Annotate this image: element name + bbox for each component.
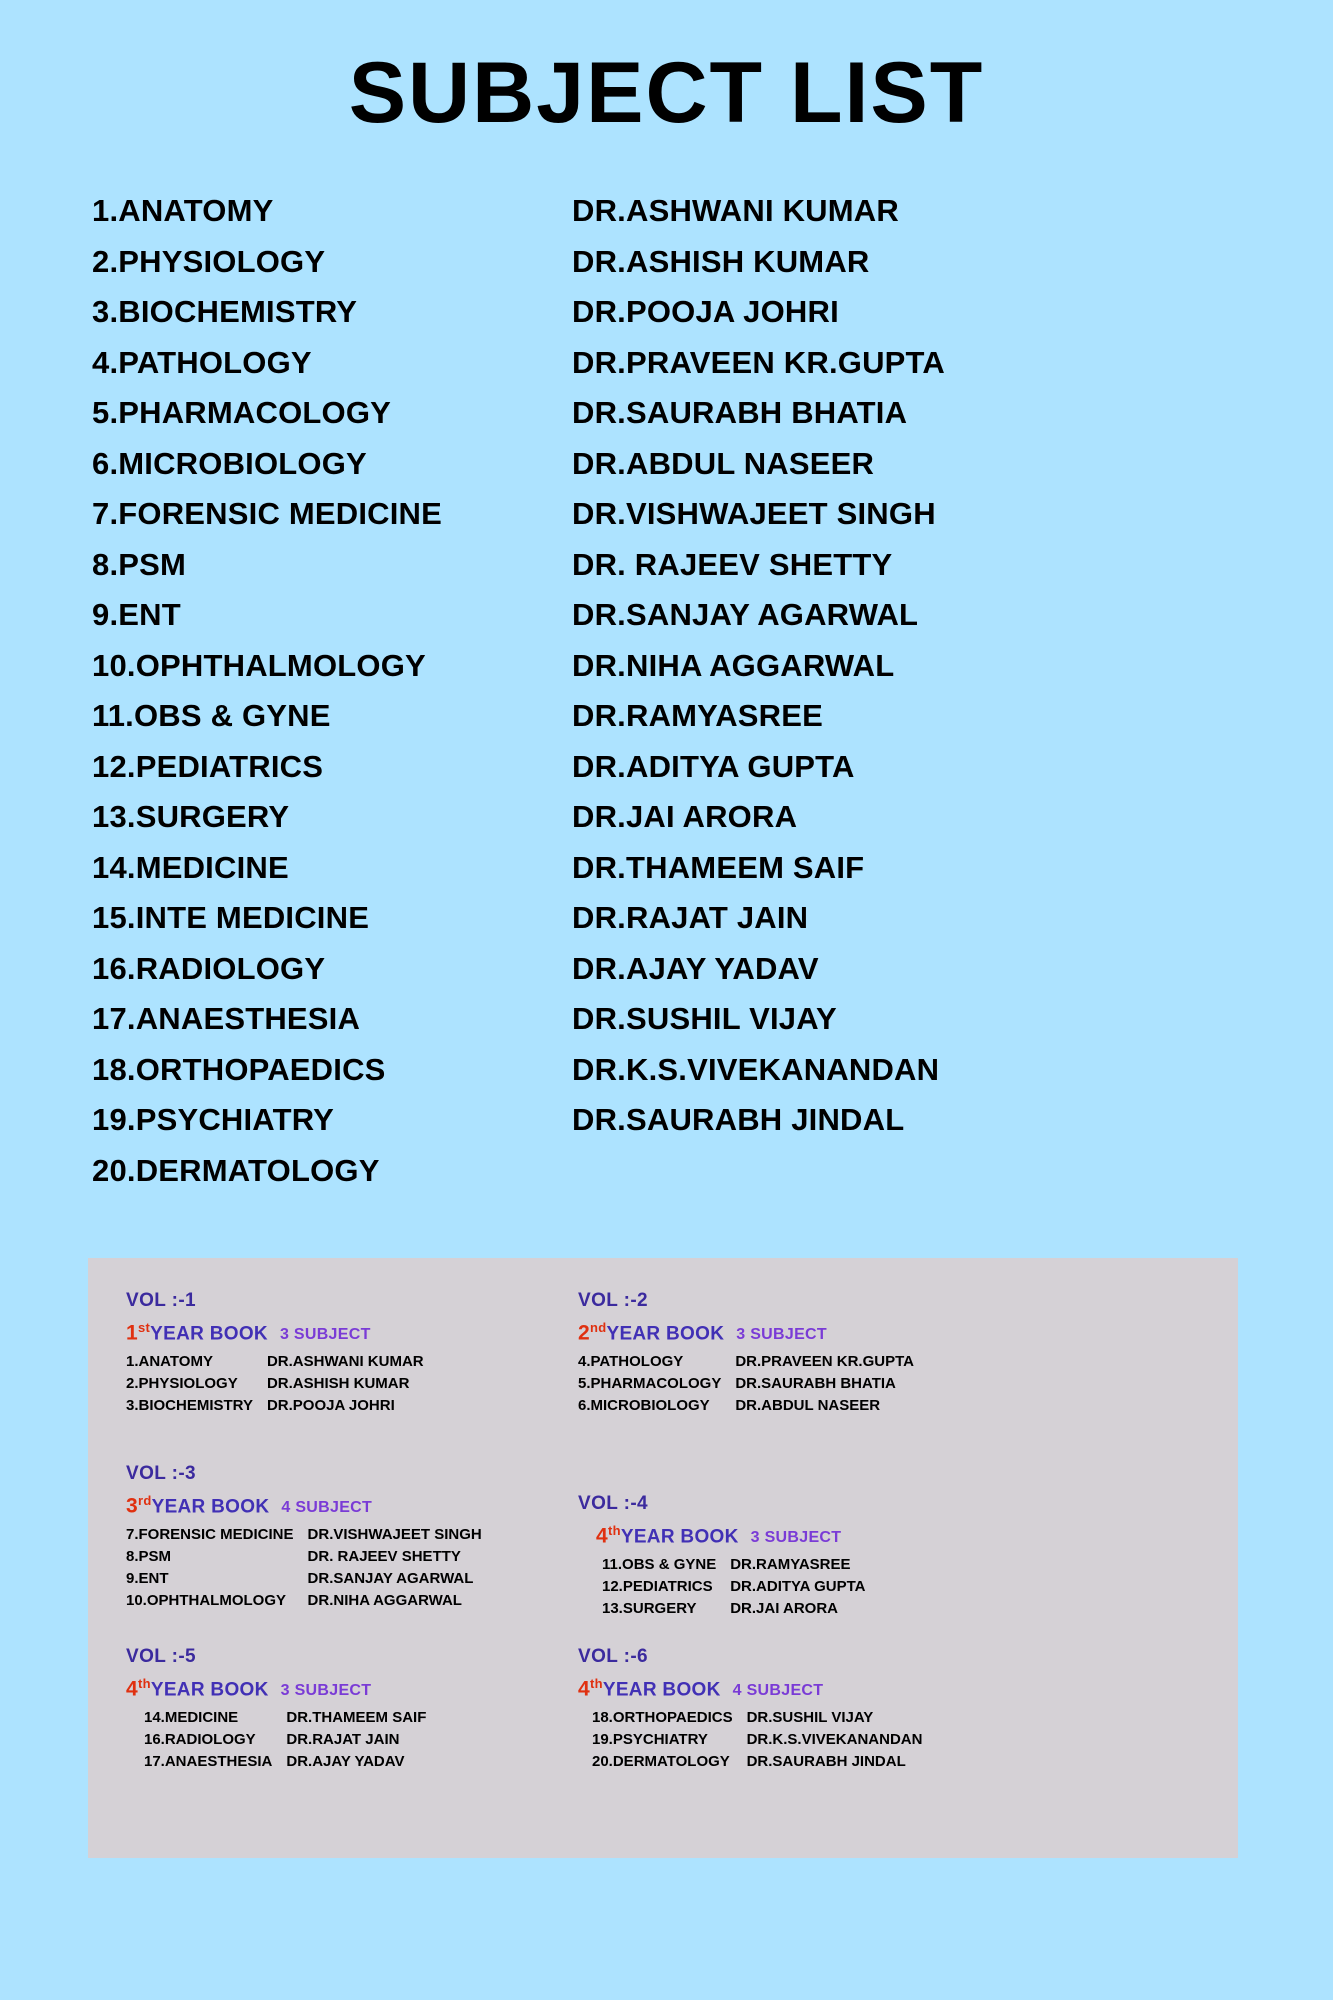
main-list-section [0, 186, 1333, 1196]
list-item: DR.JAI ARORA [572, 799, 798, 835]
list-item: DR.RAMYASREE [730, 1556, 851, 1574]
list-item: DR.NIHA AGGARWAL [572, 647, 895, 683]
year-text: YEAR BOOK [150, 1679, 269, 1701]
year-number: 1 [126, 1321, 138, 1345]
list-item: 8.PSM [126, 1548, 172, 1566]
volume-block-3 [126, 1463, 482, 1612]
list-item: DR.SUSHIL VIJAY [746, 1709, 874, 1727]
list-item: DR.AJAY YADAV [286, 1753, 405, 1771]
list-item: DR.K.S.VIVEKANANDAN [572, 1051, 940, 1087]
year-text: YEAR BOOK [602, 1679, 721, 1701]
list-item: 20.DERMATOLOGY [92, 1152, 380, 1188]
volume-label: VOL :-5 [126, 1646, 197, 1667]
list-item: DR.ABDUL NASEER [572, 445, 875, 481]
year-number: 3 [126, 1494, 138, 1518]
subject-count: 3 SUBJECT [279, 1326, 371, 1344]
volume-year-line [126, 1676, 426, 1701]
volume-panel [88, 1258, 1238, 1858]
subject-column [92, 186, 572, 1196]
volume-block-5 [126, 1646, 426, 1773]
list-item: 5.PHARMACOLOGY [578, 1375, 722, 1393]
list-item: 11.OBS & GYNE [92, 698, 331, 734]
volume-subject-list [602, 1554, 716, 1620]
year-text: YEAR BOOK [606, 1323, 725, 1345]
list-item: DR.SAURABH JINDAL [572, 1102, 905, 1138]
list-item: 19.PSYCHIATRY [592, 1731, 708, 1749]
list-item: DR.PRAVEEN KR.GUPTA [572, 344, 945, 380]
volume-doctor-list [294, 1524, 482, 1612]
list-item: DR.ADITYA GUPTA [730, 1578, 866, 1596]
list-item: DR.THAMEEM SAIF [286, 1709, 427, 1727]
year-number: 2 [578, 1321, 590, 1345]
volume-year-line [596, 1523, 866, 1548]
list-item: DR.SAURABH BHATIA [572, 395, 908, 431]
list-item: 17.ANAESTHESIA [92, 1001, 361, 1037]
list-item: DR.SAURABH JINDAL [746, 1753, 906, 1771]
list-item: DR.POOJA JOHRI [266, 1397, 395, 1415]
list-item: DR.RAJAT JAIN [572, 900, 809, 936]
year-suffix: th [589, 1676, 603, 1691]
list-item: DR. RAJEEV SHETTY [572, 546, 893, 582]
list-item: 14.MEDICINE [144, 1709, 239, 1727]
list-item: 1.ANATOMY [92, 193, 274, 229]
list-item: 3.BIOCHEMISTRY [126, 1397, 253, 1415]
volume-year-line [578, 1320, 914, 1345]
list-item: 12.PEDIATRICS [92, 748, 324, 784]
list-item: 10.OPHTHALMOLOGY [126, 1592, 287, 1610]
volume-doctor-list [253, 1351, 424, 1417]
list-item: DR.SANJAY AGARWAL [307, 1570, 474, 1588]
list-item: DR.VISHWAJEET SINGH [307, 1526, 482, 1544]
subject-count: 4 SUBJECT [732, 1682, 824, 1700]
volume-year-line [126, 1493, 482, 1518]
year-suffix: nd [589, 1320, 607, 1335]
list-item: 10.OPHTHALMOLOGY [92, 647, 426, 683]
volume-year-line [578, 1676, 922, 1701]
page-title: SUBJECT LIST [348, 45, 985, 141]
year-suffix: th [607, 1523, 621, 1538]
list-item: 14.MEDICINE [92, 849, 289, 885]
volume-doctor-list [733, 1707, 923, 1773]
list-item: 4.PATHOLOGY [578, 1353, 684, 1371]
volume-block-2 [578, 1290, 914, 1417]
volume-label: VOL :-2 [578, 1290, 649, 1311]
list-item: 2.PHYSIOLOGY [92, 243, 326, 279]
volume-label: VOL :-4 [578, 1493, 649, 1514]
list-item: DR.ABDUL NASEER [735, 1397, 881, 1415]
list-item: DR. RAJEEV SHETTY [307, 1548, 461, 1566]
year-text: YEAR BOOK [620, 1526, 739, 1548]
list-item: 3.BIOCHEMISTRY [92, 294, 358, 330]
list-item: 16.RADIOLOGY [144, 1731, 256, 1749]
list-item: DR.NIHA AGGARWAL [307, 1592, 462, 1610]
list-item: 13.SURGERY [602, 1600, 697, 1618]
volume-label: VOL :-3 [126, 1463, 197, 1484]
list-item: 9.ENT [126, 1570, 169, 1588]
list-item: 16.RADIOLOGY [92, 950, 326, 986]
volume-label: VOL :-6 [578, 1646, 649, 1667]
list-item: 13.SURGERY [92, 799, 290, 835]
year-number: 4 [126, 1677, 138, 1701]
list-item: DR.ASHISH KUMAR [266, 1375, 410, 1393]
list-item: 6.MICROBIOLOGY [578, 1397, 710, 1415]
list-item: 4.PATHOLOGY [92, 344, 312, 380]
volume-block-4 [578, 1493, 866, 1620]
list-item: 5.PHARMACOLOGY [92, 395, 392, 431]
year-suffix: th [137, 1676, 151, 1691]
volume-doctor-list [272, 1707, 426, 1773]
year-suffix: rd [137, 1493, 152, 1508]
list-item: DR.PRAVEEN KR.GUPTA [735, 1353, 914, 1371]
volume-block-6 [578, 1646, 922, 1773]
list-item: 8.PSM [92, 546, 187, 582]
list-item: DR.SANJAY AGARWAL [572, 597, 919, 633]
list-item: 18.ORTHOPAEDICS [92, 1051, 386, 1087]
year-text: YEAR BOOK [150, 1323, 268, 1345]
list-item: DR.ADITYA GUPTA [572, 748, 855, 784]
list-item: DR.VISHWAJEET SINGH [572, 496, 936, 532]
list-item: 18.ORTHOPAEDICS [592, 1709, 733, 1727]
list-item: 7.FORENSIC MEDICINE [126, 1526, 294, 1544]
list-item: DR.ASHWANI KUMAR [266, 1353, 424, 1371]
volume-doctor-list [716, 1554, 865, 1620]
list-item: DR.K.S.VIVEKANANDAN [746, 1731, 923, 1749]
list-item: 2.PHYSIOLOGY [126, 1375, 238, 1393]
subject-count: 3 SUBJECT [736, 1326, 827, 1344]
volume-subject-list [126, 1524, 294, 1612]
volume-subject-list [578, 1351, 721, 1417]
subject-count: 4 SUBJECT [281, 1499, 373, 1517]
volume-subject-list [144, 1707, 272, 1773]
subject-count: 3 SUBJECT [750, 1529, 842, 1547]
list-item: DR.RAMYASREE [572, 698, 824, 734]
volume-doctor-list [721, 1351, 914, 1417]
subject-count: 3 SUBJECT [280, 1682, 372, 1700]
year-suffix: st [137, 1320, 151, 1335]
list-item: DR.ASHWANI KUMAR [572, 193, 899, 229]
list-item: DR.THAMEEM SAIF [572, 849, 865, 885]
list-item: DR.JAI ARORA [730, 1600, 839, 1618]
list-item: DR.SUSHIL VIJAY [572, 1001, 837, 1037]
list-item: DR.AJAY YADAV [572, 950, 819, 986]
list-item: DR.ASHISH KUMAR [572, 243, 870, 279]
list-item: 17.ANAESTHESIA [144, 1753, 273, 1771]
volume-year-line [126, 1320, 424, 1345]
list-item: 12.PEDIATRICS [602, 1578, 713, 1596]
list-item: 9.ENT [92, 597, 181, 633]
year-text: YEAR BOOK [151, 1496, 270, 1518]
list-item: 15.INTE MEDICINE [92, 900, 370, 936]
volume-block-1 [126, 1290, 424, 1417]
volume-subject-list [592, 1707, 733, 1773]
list-item: DR.RAJAT JAIN [286, 1731, 400, 1749]
year-number: 4 [596, 1524, 608, 1548]
list-item: 20.DERMATOLOGY [592, 1753, 730, 1771]
list-item: DR.SAURABH BHATIA [735, 1375, 896, 1393]
list-item: 6.MICROBIOLOGY [92, 445, 367, 481]
list-item: 11.OBS & GYNE [602, 1556, 717, 1574]
list-item: 7.FORENSIC MEDICINE [92, 496, 443, 532]
list-item: DR.POOJA JOHRI [572, 294, 839, 330]
doctor-column [572, 186, 1192, 1196]
volume-label: VOL :-1 [126, 1290, 197, 1311]
list-item: 19.PSYCHIATRY [92, 1102, 335, 1138]
volume-subject-list [126, 1351, 253, 1417]
list-item: 1.ANATOMY [126, 1353, 213, 1371]
year-number: 4 [578, 1677, 590, 1701]
